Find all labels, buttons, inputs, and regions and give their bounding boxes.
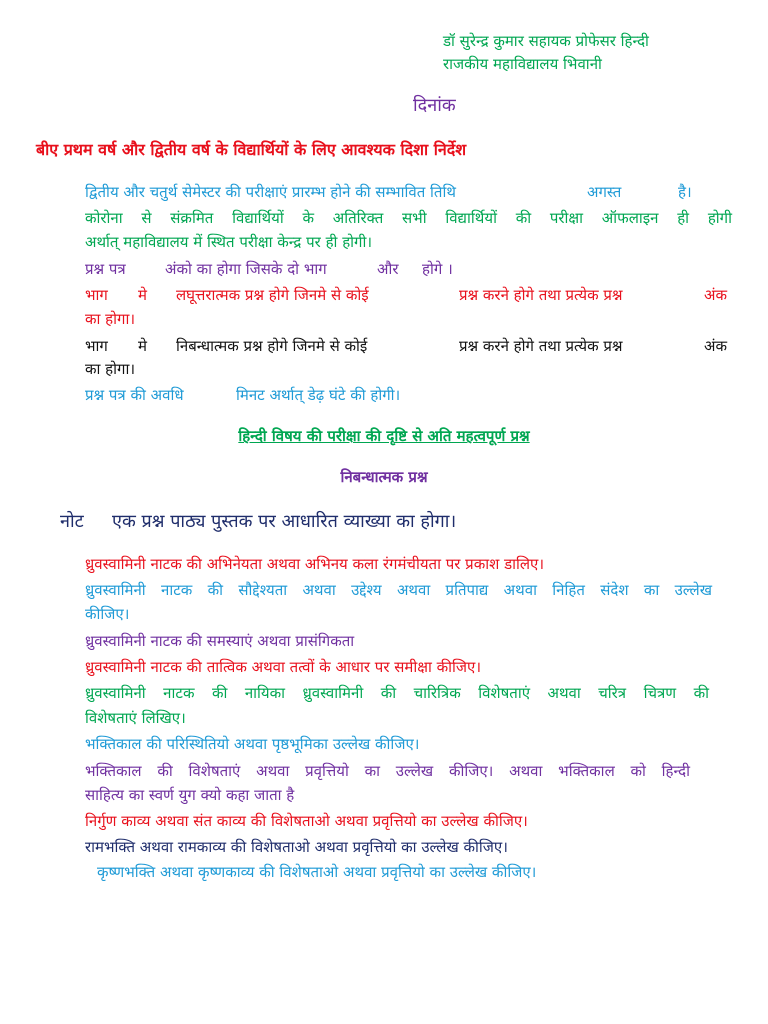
duration-text-a: प्रश्न पत्र की अवधि xyxy=(85,386,184,404)
note-label: नोट xyxy=(60,511,84,532)
question-9: रामभक्ति अथवा रामकाव्य की विशेषताओ अथवा प्रवृत्तियो का उल्लेख कीजिए। xyxy=(85,838,508,856)
note-text: एक प्रश्न पाठ्य पुस्तक पर आधारित व्याख्या का होगा। xyxy=(112,511,457,532)
exam-date-line xyxy=(85,182,692,202)
part1-text-b: मे xyxy=(138,286,147,304)
part1-text-a: भाग xyxy=(85,286,108,304)
part2-text-c: निबन्धात्मक प्रश्न होगे जिनमे से कोई xyxy=(176,337,368,355)
exam-date-text: द्वितीय और चतुर्थ सेमेस्टर की परीक्षाएं प्रारम्भ होने की सम्भावित तिथि xyxy=(85,183,456,201)
question-8: निर्गुण काव्य अथवा संत काव्य की विशेषताओ अथवा प्रवृत्तियो का उल्लेख कीजिए। xyxy=(85,812,528,830)
question-3: ध्रुवस्वामिनी नाटक की समस्याएं अथवा प्रासंगिकता xyxy=(85,632,355,650)
question-5-line-1: ध्रुवस्वामिनी नाटक की नायिका ध्रुवस्वामिनी की चारित्रिक विशेषताएं अथवा चरित्र चित्रण की xyxy=(85,684,709,702)
part2-text-b: मे xyxy=(138,337,147,355)
paper-text-a: प्रश्न पत्र xyxy=(85,260,126,278)
part1-text-e: अंक xyxy=(704,286,727,304)
college-line: राजकीय महाविद्यालय भिवानी xyxy=(443,55,602,73)
question-1: ध्रुवस्वामिनी नाटक की अभिनेयता अथवा अभिनय कला रंगमंचीयता पर प्रकाश डालिए। xyxy=(85,555,545,573)
question-2-line-2: कीजिए। xyxy=(85,605,130,623)
section-heading: हिन्दी विषय की परीक्षा की दृष्टि से अति महत्वपूर्ण प्रश्न xyxy=(238,427,530,445)
part2-text-d: प्रश्न करने होगे तथा प्रत्येक प्रश्न xyxy=(459,337,623,355)
question-4: ध्रुवस्वामिनी नाटक की तात्विक अथवा तत्वों के आधार पर समीक्षा कीजिए। xyxy=(85,658,482,676)
part1-text-d: प्रश्न करने होगे तथा प्रत्येक प्रश्न xyxy=(459,286,623,304)
question-10: कृष्णभक्ति अथवा कृष्णकाव्य की विशेषताओ अथवा प्रवृत्तियो का उल्लेख कीजिए। xyxy=(97,863,537,881)
duration-text-b: मिनट अर्थात् डेढ़ घंटे की होगी। xyxy=(236,386,401,404)
question-2-line-1: ध्रुवस्वामिनी नाटक की सौद्देश्यता अथवा उद्देश्य अथवा प्रतिपाद्य अथवा निहित संदेश का उल्लेख xyxy=(85,581,712,599)
date-label: दिनांक xyxy=(413,95,456,116)
paper-line xyxy=(85,259,453,279)
part1-line-2: का होगा। xyxy=(85,310,136,328)
subheading: निबन्धात्मक प्रश्न xyxy=(340,468,428,486)
corona-line-1: कोरोना से संक्रमित विद्यार्थियों के अतिरिक्त सभी विद्यार्थियों की परीक्षा ऑफलाइन ही होगी xyxy=(85,209,732,227)
paper-text-d: होगे । xyxy=(422,260,453,278)
question-7-line-1: भक्तिकाल की विशेषताएं अथवा प्रवृत्तियो का उल्लेख कीजिए। अथवा भक्तिकाल को हिन्दी xyxy=(85,762,690,780)
part2-text-a: भाग xyxy=(85,337,108,355)
paper-text-b: अंको का होगा जिसके दो भाग xyxy=(165,260,327,278)
part1-text-c: लघूत्तरात्मक प्रश्न होगे जिनमे से कोई xyxy=(176,286,369,304)
question-6: भक्तिकाल की परिस्थितियो अथवा पृष्ठभूमिका उल्लेख कीजिए। xyxy=(85,735,420,753)
duration-line xyxy=(85,385,401,405)
author-line: डॉ सुरेन्द्र कुमार सहायक प्रोफेसर हिन्दी xyxy=(443,32,649,50)
exam-date-end: है। xyxy=(678,183,692,201)
question-5-line-2: विशेषताएं लिखिए। xyxy=(85,709,186,727)
part2-line-2: का होगा। xyxy=(85,360,136,378)
question-7-line-2: साहित्य का स्वर्ण युग क्यो कहा जाता है xyxy=(85,786,295,804)
part1-line xyxy=(85,285,732,305)
corona-line-2: अर्थात् महाविद्यालय में स्थित परीक्षा केन्द्र पर ही होगी। xyxy=(85,233,373,251)
note-line xyxy=(60,510,457,534)
part2-line xyxy=(85,336,732,356)
exam-date-month: अगस्त xyxy=(587,183,622,201)
paper-text-c: और xyxy=(377,260,399,278)
document-title: बीए प्रथम वर्ष और द्वितीय वर्ष के विद्यार्थियों के लिए आवश्यक दिशा निर्देश xyxy=(36,140,467,159)
part2-text-e: अंक xyxy=(704,337,727,355)
